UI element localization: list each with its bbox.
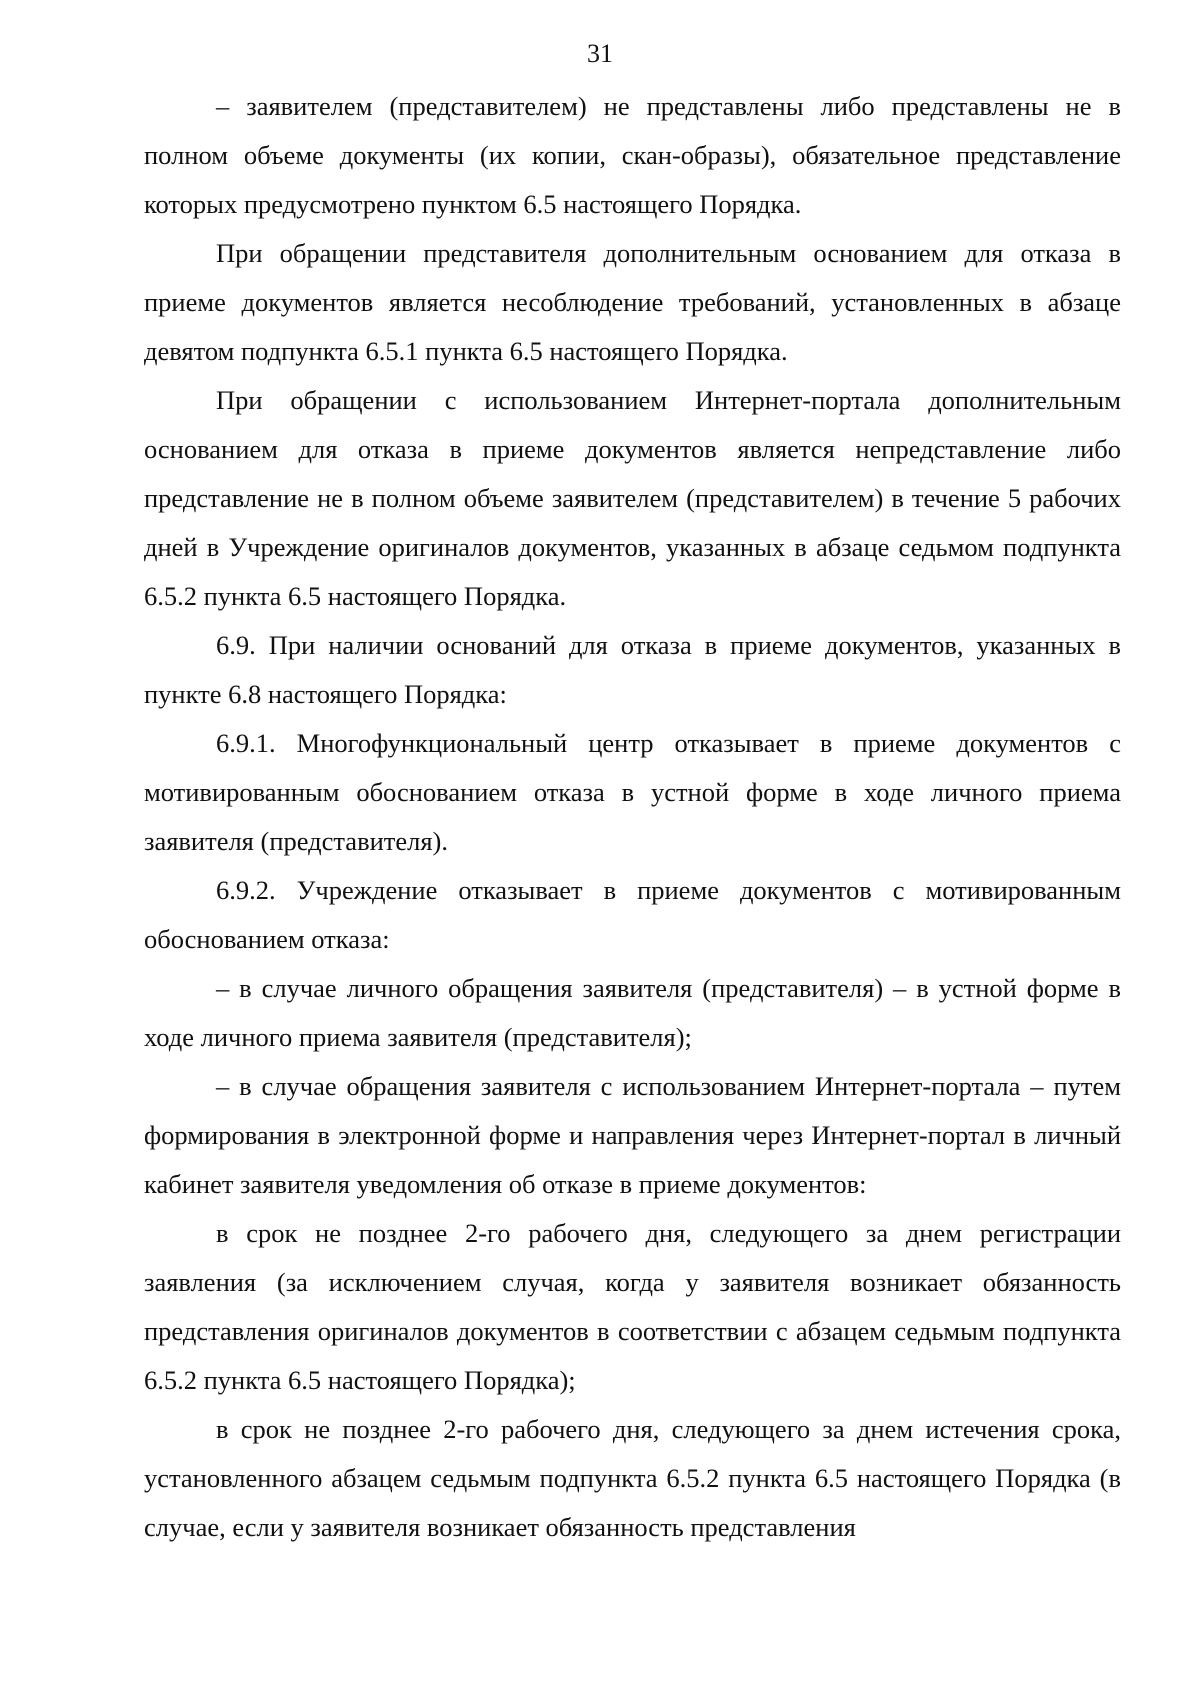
paragraph-7: – в случае личного обращения заявителя (представителя) – в устной форме в ходе личного приема заявителя (представителя); [144,973,1121,1052]
document-body [144,82,1121,1552]
page-number: 31 [587,39,613,68]
paragraph-10: в срок не позднее 2-го рабочего дня, следующего за днем истечения срока, установленного абзацем седьмым подпункта 6.5.2 пункта 6.5 настоящего Порядка (в случае, если у заявителя возникает обязанность представления [144,1414,1121,1542]
paragraph-3: При обращении с использованием Интернет-портала дополнительным основанием для отказа в приеме документов является непредставление либо представление не в полном объеме заявителем (представителем) в течение 5 рабочих дней в Учреждение оригиналов документов, указанных в абзаце седьмом подпункта 6.5.2 пункта 6.5 настоящего Порядка. [144,385,1121,611]
paragraph-5: 6.9.1. Многофункциональный центр отказывает в приеме документов с мотивированным обоснованием отказа в устной форме в ходе личного приема заявителя (представителя). [144,728,1121,856]
paragraph-4: 6.9. При наличии оснований для отказа в приеме документов, указанных в пункте 6.8 настоящего Порядка: [144,630,1121,709]
paragraph-9: в срок не позднее 2-го рабочего дня, следующего за днем регистрации заявления (за исключением случая, когда у заявителя возникает обязанность представления оригиналов документов в соответствии с абзацем седьмым подпункта 6.5.2 пункта 6.5 настоящего Порядка); [144,1218,1121,1395]
paragraph-8: – в случае обращения заявителя с использованием Интернет-портала – путем формирования в электронной форме и направления через Интернет-портал в личный кабинет заявителя уведомления об отказе в приеме документов: [144,1071,1121,1199]
paragraph-1: – заявителем (представителем) не представлены либо представлены не в полном объеме документы (их копии, скан-образы), обязательное представление которых предусмотрено пунктом 6.5 настоящего Порядка. [144,91,1121,219]
paragraph-6: 6.9.2. Учреждение отказывает в приеме документов с мотивированным обоснованием отказа: [144,875,1121,954]
paragraph-2: При обращении представителя дополнительным основанием для отказа в приеме документов является несоблюдение требований, установленных в абзаце девятом подпункта 6.5.1 пункта 6.5 настоящего Порядка. [144,238,1121,366]
